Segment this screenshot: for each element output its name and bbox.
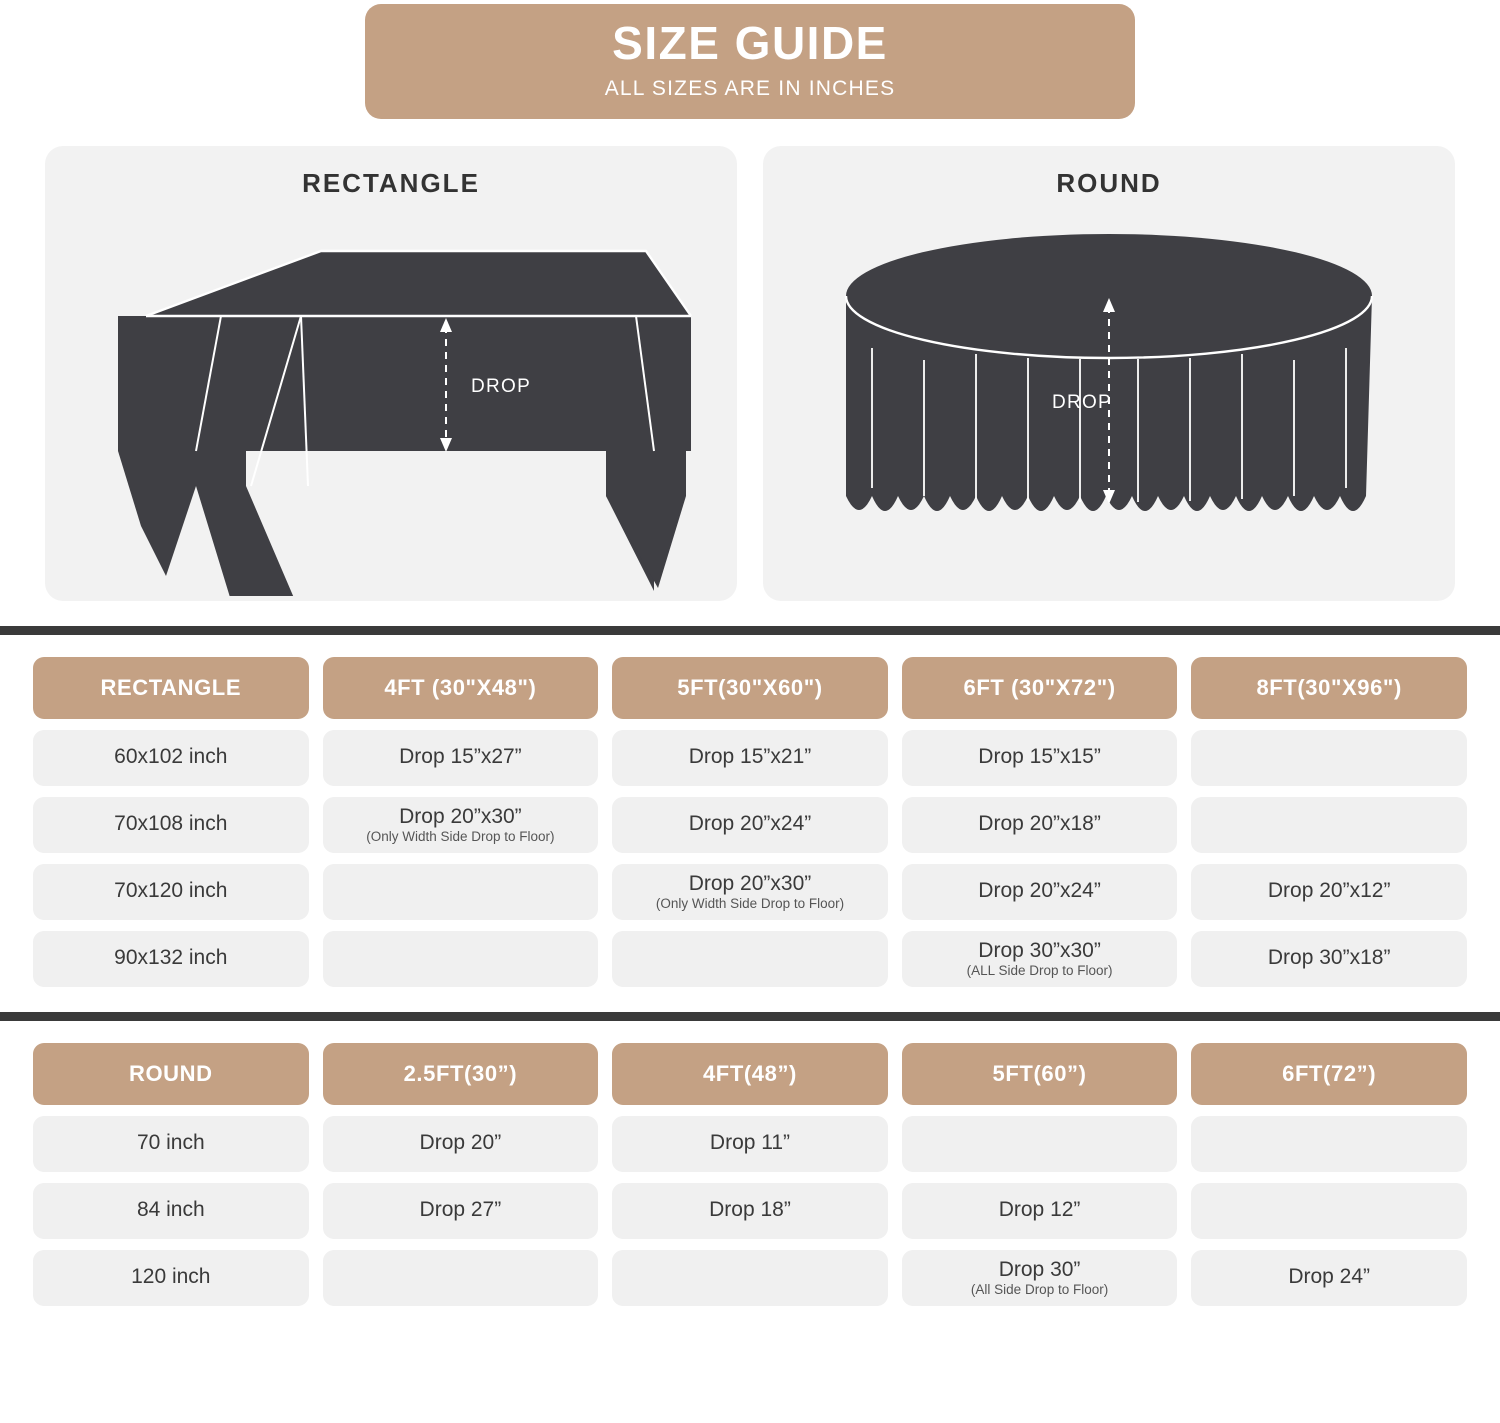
- table-cell: [33, 931, 309, 987]
- header-cell: ROUND: [33, 1043, 309, 1105]
- round-illustration-panel: [763, 146, 1455, 601]
- table-cell: [323, 1250, 599, 1306]
- table-cell: [902, 1250, 1178, 1306]
- page-title: SIZE GUIDE: [612, 17, 888, 69]
- round-tablecloth-art: [763, 196, 1455, 601]
- cell-text: 120 inch: [131, 1265, 211, 1289]
- svg-text:DROP: DROP: [1051, 391, 1113, 413]
- table-cell: [902, 864, 1178, 920]
- cell-text: 70x108 inch: [114, 812, 228, 836]
- table-cell: [33, 1183, 309, 1239]
- table-cell: [902, 1183, 1178, 1239]
- table-cell: [323, 931, 599, 987]
- table-cell: [612, 1183, 888, 1239]
- table-cell: [902, 730, 1178, 786]
- divider-top: [0, 626, 1500, 635]
- illustration-panels: [0, 119, 1500, 601]
- table-cell: [323, 1183, 599, 1239]
- round-svg: [763, 196, 1455, 596]
- table-cell: [33, 730, 309, 786]
- table-cell: [1191, 730, 1467, 786]
- cell-text: Drop 18”: [709, 1198, 791, 1222]
- table-cell: [612, 797, 888, 853]
- header-cell: 4FT (30"X48"): [323, 657, 599, 719]
- table-cell: [1191, 1116, 1467, 1172]
- header-cell: 6FT (30"X72"): [902, 657, 1178, 719]
- table-cell: [323, 1116, 599, 1172]
- table-cell: [33, 1250, 309, 1306]
- table-cell: [612, 1250, 888, 1306]
- cell-text: Drop 30”x30”: [978, 938, 1101, 962]
- table-cell: [323, 864, 599, 920]
- rectangle-size-table: [0, 635, 1500, 987]
- table-row: [33, 730, 1467, 786]
- table-cell: [612, 1116, 888, 1172]
- cell-text: 90x132 inch: [114, 946, 228, 970]
- page-subtitle: ALL SIZES ARE IN INCHES: [604, 76, 896, 100]
- cell-text: Drop 20”x12”: [1267, 879, 1391, 903]
- table-cell: [33, 797, 309, 853]
- table-cell: [1191, 1250, 1467, 1306]
- cell-text: 84 inch: [136, 1198, 205, 1222]
- header-cell: 6FT(72”): [1191, 1043, 1467, 1105]
- table-cell: [1191, 1183, 1467, 1239]
- cell-text: Drop 15”x21”: [688, 745, 812, 769]
- table-cell: [1191, 931, 1467, 987]
- cell-note: (ALL Side Drop to Floor): [966, 962, 1113, 978]
- header-cell: 4FT(48”): [612, 1043, 888, 1105]
- cell-text: 70x120 inch: [114, 879, 228, 903]
- cell-text: Drop 27”: [419, 1198, 502, 1222]
- cell-text: Drop 12”: [998, 1198, 1081, 1222]
- table-cell: [323, 730, 599, 786]
- table-header-row: [33, 657, 1467, 719]
- table-cell: [902, 797, 1178, 853]
- cell-text: Drop 30”: [998, 1257, 1081, 1281]
- table-cell: [902, 931, 1178, 987]
- rectangle-tablecloth-art: [45, 196, 737, 601]
- table-cell: [33, 864, 309, 920]
- table-row: [33, 1183, 1467, 1239]
- header-cell: 5FT(30"X60"): [612, 657, 888, 719]
- header: [0, 0, 1500, 119]
- round-panel-title: ROUND: [1056, 167, 1162, 198]
- cell-text: Drop 20”: [419, 1131, 502, 1155]
- table-row: [33, 797, 1467, 853]
- table-cell: [612, 931, 888, 987]
- header-cell: 2.5FT(30”): [323, 1043, 599, 1105]
- cell-text: 70 inch: [136, 1131, 205, 1155]
- cell-text: Drop 11”: [709, 1131, 791, 1155]
- cell-text: Drop 30”x18”: [1267, 946, 1391, 970]
- table-cell: [1191, 797, 1467, 853]
- table-row: [33, 1116, 1467, 1172]
- cell-note: (Only Width Side Drop to Floor): [366, 828, 555, 844]
- rectangle-svg: [45, 196, 737, 596]
- cell-note: (All Side Drop to Floor): [970, 1281, 1109, 1297]
- table-row: [33, 931, 1467, 987]
- cell-text: Drop 20”x24”: [688, 812, 812, 836]
- cell-text: Drop 24”: [1288, 1265, 1371, 1289]
- cell-text: Drop 20”x30”: [399, 804, 522, 828]
- table-cell: [1191, 864, 1467, 920]
- cell-text: 60x102 inch: [114, 745, 228, 769]
- header-cell: 8FT(30"X96"): [1191, 657, 1467, 719]
- table-cell: [902, 1116, 1178, 1172]
- table-cell: [612, 730, 888, 786]
- svg-text:DROP: DROP: [471, 375, 532, 397]
- table-row: [33, 864, 1467, 920]
- cell-text: Drop 20”x24”: [978, 879, 1101, 903]
- table-cell: [612, 864, 888, 920]
- rectangle-panel-title: RECTANGLE: [302, 167, 480, 198]
- header-cell: 5FT(60”): [902, 1043, 1178, 1105]
- rectangle-illustration-panel: [45, 146, 737, 601]
- round-size-table: [0, 1021, 1500, 1306]
- divider-bottom: [0, 1012, 1500, 1021]
- cell-text: Drop 15”x15”: [978, 745, 1101, 769]
- cell-text: Drop 20”x30”: [688, 871, 812, 895]
- table-row: [33, 1250, 1467, 1306]
- table-header-row: [33, 1043, 1467, 1105]
- cell-text: Drop 15”x27”: [399, 745, 522, 769]
- cell-note: (Only Width Side Drop to Floor): [655, 895, 845, 911]
- table-cell: [33, 1116, 309, 1172]
- size-guide-badge: [365, 4, 1135, 119]
- table-cell: [323, 797, 599, 853]
- cell-text: Drop 20”x18”: [978, 812, 1101, 836]
- header-cell: RECTANGLE: [33, 657, 309, 719]
